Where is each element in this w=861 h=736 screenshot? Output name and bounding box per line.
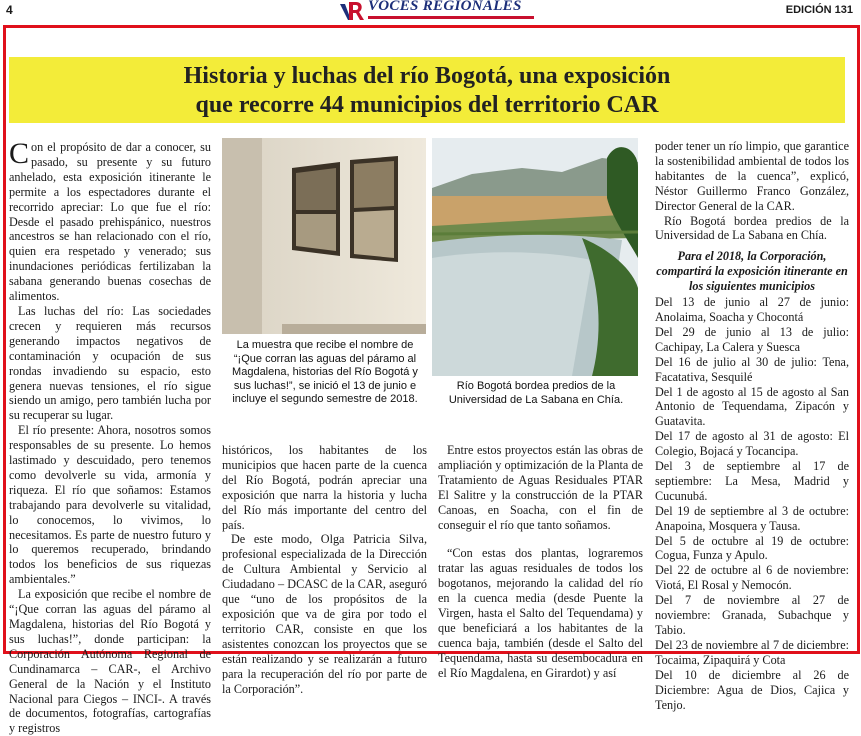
exhibition-photo-caption: La muestra que recibe el nombre de “¡Que corran las aguas del páramo al Magdalena, historias del Río Bogotá y sus luchas!”, se inició el 13 de junio e incluye el segundo semestre de 2018. [232,339,418,405]
title-line-2: que recorre 44 municipios del territorio CAR [195,92,659,118]
paragraph: históricos, los habitantes de los municipios que hacen parte de la cuenca del Río Bogotá, podrán apreciar una exposición que narra la historia y lucha del Río más importante del centro del país. [222,443,427,532]
river-photo-caption: Río Bogotá bordea predios de la Universidad de La Sabana en Chía. [448,380,624,406]
schedule-subhead: Para el 2018, la Corporación, compartirá la exposición itinerante en los siguientes municipios [656,249,848,294]
schedule-item: Del 22 de octubre al 6 de noviembre: Viotá, El Rosal y Nemocón. [655,563,849,593]
schedule-item: Del 16 de julio al 30 de julio: Tena, Facatativa, Sesquilé [655,354,849,384]
edition-label: EDICIÓN 131 [785,4,853,16]
masthead-title: VOCES REGIONALES [368,0,522,14]
title-banner [9,57,845,123]
paragraph: Las luchas del río: Las sociedades crecen y requieren más recursos generando impactos negativos de contaminación y ocupación de sus rondas invadiendo su espacio, esto genera nuevas tensiones, el río sigue siendo un amigo, pero también lucha por su recuperar su lugar. [9,303,211,423]
column-2 [222,443,427,696]
paragraph: De este modo, Olga Patricia Silva, profesional especializada de la Dirección de Cultura Ambiental y Servicio al Ciudadano – DCASC de la CAR, aseguró que “uno de los propósitos de la exposición que va de gira por todo el territorio CAR, consiste en que los asistentes conozcan los proyectos que se están realizando y se realizarán a futuro para la recuperación del río por parte de la Corporación”. [222,532,427,696]
paragraph: “Con estas dos plantas, lograremos tratar las aguas residuales de todos los bogotanos, mejorando la calidad del río en la cuenca media (desde Puente la Virgen, hasta el Salto del Tequendama) y que beneficiará a los habitantes de la cuenca baja, también (desde el Salto del Tequendama, hasta su desembocadura en el Río Magdalena, en Girardot) y así [438,546,643,680]
paragraph: Río Bogotá bordea predios de la Universidad de La Sabana en Chía. [655,213,849,243]
schedule-item: Del 13 de junio al 27 de junio: Anolaima, Soacha y Chocontá [655,295,849,324]
schedule-item: Del 23 de noviembre al 7 de diciembre: Tocaima, Zipaquirá y Cota [655,637,849,667]
exhibition-photo [222,138,426,334]
exhibition-panels-image [222,138,426,334]
schedule-item: Del 17 de agosto al 31 de agosto: El Colegio, Bojacá y Tocancipa. [655,429,849,459]
page-header [0,0,861,24]
drop-cap: C [9,137,30,170]
paragraph: La exposición que recibe el nombre de “¡Que corran las aguas del páramo al Magdalena, historias del Río Bogotá y sus luchas!”, donde participan: la Corporación Autónoma Regional de Cundinamarca – CAR-, el Archivo General de la Nación y el Instituto Nacional para Ciegos – INCI-. A través de documentos, fotografías, cartografías y registros [9,587,211,736]
schedule-item: Del 29 de junio al 13 de julio: Cachipay, La Calera y Suesca [655,324,849,354]
paragraph: Entre estos proyectos están las obras de ampliación y optimización de la Planta de Tratamiento de Aguas Residuales PTAR El Salitre y la construcción de la PTAR Canoas, en Soacha, con el fin de conseguir el río que tanto soñamos. [438,443,643,532]
title-line-1: Historia y luchas del río Bogotá, una exposición [183,63,671,89]
paragraph: poder tener un río limpio, que garantice la sostenibilidad ambiental de todos los habitantes de la cuenca”, explicó, Néstor Guillermo Franco González, Director General de la CAR. [655,139,849,213]
schedule-item: Del 19 de septiembre al 3 de octubre: Anapoina, Mosquera y Tausa. [655,503,849,533]
column-1 [9,137,211,736]
voces-regionales-logo-icon [338,0,364,22]
schedule-item: Del 3 de septiembre al 17 de septiembre: La Mesa, Madrid y Cucunubá. [655,459,849,503]
column-3 [438,443,643,681]
schedule-item: Del 1 de agosto al 15 de agosto al San Antonio de Tequendama, Zipacón y Guatavita. [655,384,849,429]
schedule-item: Del 7 de noviembre al 27 de noviembre: Granada, Subachque y Tabio. [655,593,849,637]
paragraph: Con el propósito de dar a conocer, su pasado, su presente y su futuro anhelado, esta exposición itinerante le permite a los espectadores durante el recorrido apreciar: Lo que fue el río: Desde el pasado prehispánico, nuestros ancestros se han relacionado con el río, quien era respetado y venerado; sus inundaciones periódicas fertilizaban la sabana generando buenas cosechas de alimentos. [9,137,211,304]
masthead-rule [368,16,534,19]
schedule-list [655,295,849,712]
schedule-item: Del 5 de octubre al 19 de octubre: Cogua, Funza y Apulo. [655,533,849,563]
paragraph: El río presente: Ahora, nosotros somos responsables de su presente. Lo hemos lastimado y descuidado, pero tenemos como devolverle su vida, armonía y riqueza. El río que soñamos: Estamos trabajando para devolverle su vitalidad, lo conocemos, lo vivimos, lo necesitamos. Es parte de nuestro futuro y lo queremos recuperado, brindando todos los beneficios de sus riquezas ambientales.” [9,423,211,587]
river-bogota-image [432,138,638,376]
article-title [9,57,845,120]
river-photo [432,138,638,376]
masthead [338,0,534,22]
column-4 [655,139,849,712]
schedule-item: Del 10 de diciembre al 26 de Diciembre: Agua de Dios, Cajica y Tenjo. [655,667,849,712]
page-number: 4 [6,3,13,17]
